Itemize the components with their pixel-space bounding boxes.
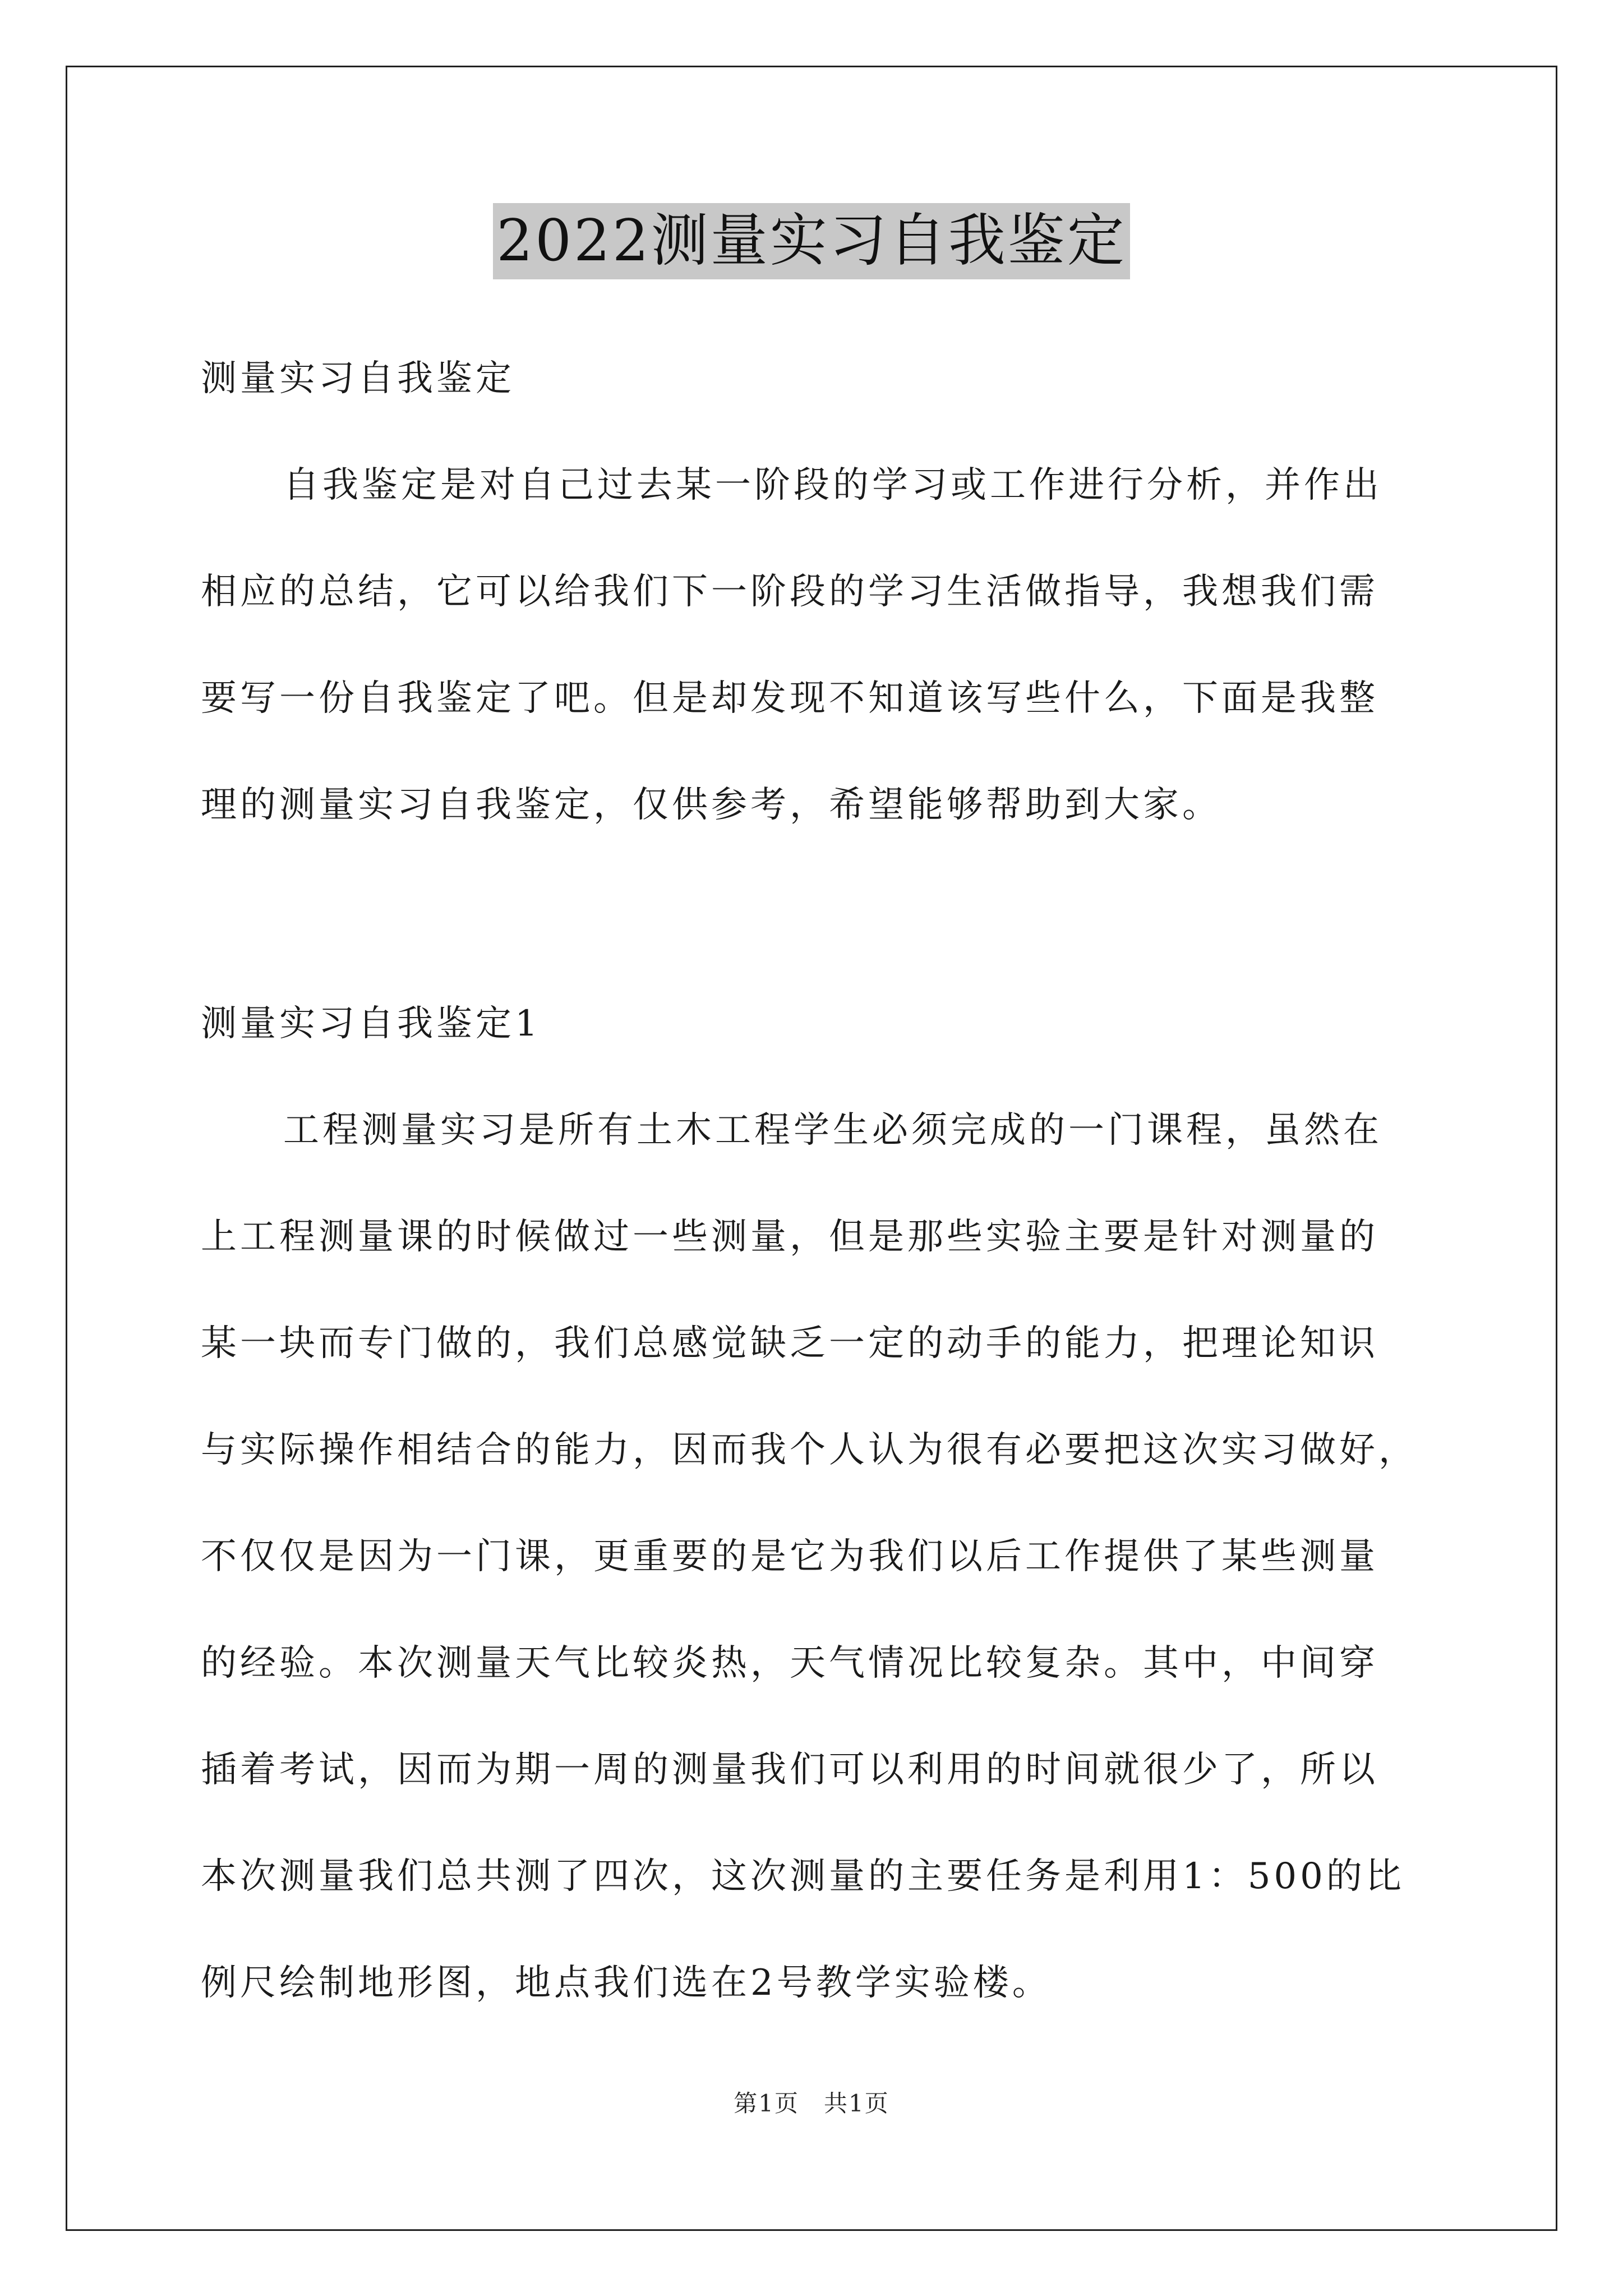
document-title: 2022测量实习自我鉴定 (493, 203, 1130, 279)
paragraph-line: 要写一份自我鉴定了吧。但是却发现不知道该写些什么，下面是我整 (201, 678, 1378, 719)
paragraph-line: 插着考试，因而为期一周的测量我们可以利用的时间就很少了，所以 (201, 1749, 1378, 1791)
paragraph-line: 相应的总结，它可以给我们下一阶段的学习生活做指导，我想我们需 (201, 571, 1378, 613)
paragraph-line: 的经验。本次测量天气比较炎热，天气情况比较复杂。其中，中间穿 (201, 1642, 1378, 1684)
paragraph-line: 不仅仅是因为一门课，更重要的是它为我们以后工作提供了某些测量 (201, 1536, 1378, 1577)
paragraph-line: 工程测量实习是所有土木工程学生必须完成的一门课程，虽然在 (283, 1110, 1382, 1151)
paragraph-line: 例尺绘制地形图，地点我们选在2号教学实验楼。 (201, 1962, 1052, 2004)
paragraph-line: 上工程测量课的时候做过一些测量，但是那些实验主要是针对测量的 (201, 1216, 1378, 1258)
section-heading: 测量实习自我鉴定1 (201, 1003, 541, 1045)
document-subtitle: 测量实习自我鉴定 (201, 358, 515, 399)
page-footer: 第1页 共1页 (734, 2090, 889, 2117)
paragraph-line: 某一块而专门做的，我们总感觉缺乏一定的动手的能力，把理论知识 (201, 1323, 1378, 1364)
paragraph-line: 本次测量我们总共测了四次，这次测量的主要任务是利用1：500的比 (201, 1856, 1405, 1897)
title-container (0, 203, 1623, 279)
paragraph-line: 自我鉴定是对自己过去某一阶段的学习或工作进行分析，并作出 (283, 464, 1382, 506)
paragraph-line: 理的测量实习自我鉴定，仅供参考，希望能够帮助到大家。 (201, 784, 1221, 826)
paragraph-line: 与实际操作相结合的能力，因而我个人认为很有必要把这次实习做好， (201, 1429, 1418, 1471)
